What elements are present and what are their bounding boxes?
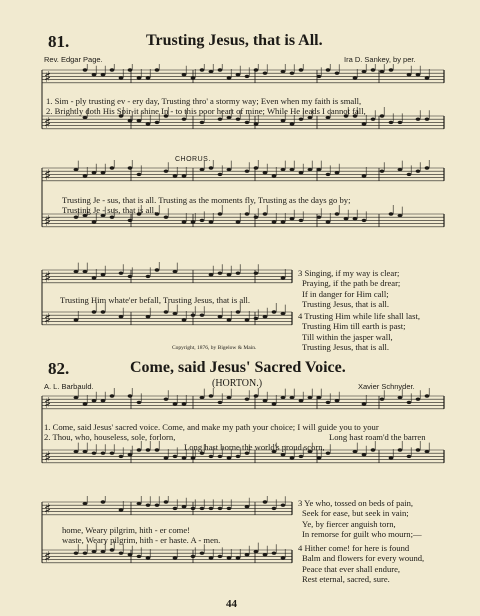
note-head bbox=[263, 315, 268, 318]
hymn-82-number: 82. bbox=[48, 359, 70, 378]
note-head bbox=[398, 168, 403, 171]
note-head bbox=[362, 402, 367, 405]
note-head bbox=[245, 212, 250, 215]
note-head bbox=[335, 212, 340, 215]
note-head bbox=[92, 452, 97, 455]
note-head bbox=[164, 170, 169, 173]
note-head bbox=[110, 216, 115, 219]
note-head bbox=[137, 119, 142, 122]
note-head bbox=[173, 402, 178, 405]
note-head bbox=[416, 170, 421, 173]
clef-icon: ♯ bbox=[44, 114, 52, 132]
note-head bbox=[299, 68, 304, 71]
note-head bbox=[245, 553, 250, 556]
note-head bbox=[299, 455, 304, 458]
note-head bbox=[380, 114, 385, 117]
clef-icon: ♯ bbox=[44, 268, 52, 286]
note-head bbox=[326, 173, 331, 176]
note-head bbox=[137, 76, 142, 79]
note-head bbox=[371, 118, 376, 121]
note-head bbox=[209, 455, 214, 458]
note-head bbox=[83, 116, 88, 119]
note-head bbox=[92, 310, 97, 313]
stanza-4-line-1: 4 Trusting Him while life shall last, bbox=[298, 311, 420, 321]
stanza-3-line-4: In remorse for guilt who mourn;— bbox=[302, 528, 422, 539]
note-head bbox=[281, 119, 286, 122]
note-head bbox=[218, 68, 223, 71]
clef-icon: ♯ bbox=[44, 548, 52, 566]
note-head bbox=[146, 122, 151, 125]
note-head bbox=[425, 166, 430, 169]
clef-icon: ♯ bbox=[44, 394, 52, 412]
note-head bbox=[281, 453, 286, 456]
note-head bbox=[254, 272, 259, 275]
clef-icon: ♯ bbox=[44, 166, 52, 184]
note-head bbox=[407, 401, 412, 404]
note-head bbox=[227, 456, 232, 459]
note-head bbox=[146, 315, 151, 318]
chorus-label: CHORUS. bbox=[175, 156, 211, 163]
note-head bbox=[425, 76, 430, 79]
note-head bbox=[218, 401, 223, 404]
hymn-82-stanza-4 bbox=[298, 543, 424, 584]
note-head bbox=[227, 507, 232, 510]
note-head bbox=[200, 68, 205, 71]
note-head bbox=[254, 68, 259, 71]
note-head bbox=[74, 216, 79, 219]
note-head bbox=[155, 504, 160, 507]
note-head bbox=[335, 171, 340, 174]
note-head bbox=[380, 70, 385, 73]
note-head bbox=[137, 173, 142, 176]
note-head bbox=[227, 396, 232, 399]
note-head bbox=[236, 310, 241, 313]
note-head bbox=[299, 171, 304, 174]
note-head bbox=[326, 452, 331, 455]
note-head bbox=[128, 166, 133, 169]
note-head bbox=[182, 73, 187, 76]
stanza-4-line-2: Trusting Him till earth is past; bbox=[302, 321, 406, 332]
note-head bbox=[110, 394, 115, 397]
note-head bbox=[209, 220, 214, 223]
note-head bbox=[92, 171, 97, 174]
hymn-81-verse-1-lyrics: 1. Sim - ply trusting ev - ery day, Trusting thro' a stormy way; Even when my faith is small, bbox=[46, 96, 362, 106]
hymn-82-verse-2-lyrics: 2. Thou, who, houseless, sole, forlorn, bbox=[44, 432, 176, 442]
stanza-3-line-2: Seek for ease, but seek in vain; bbox=[302, 508, 409, 519]
note-head bbox=[146, 504, 151, 507]
hymn-82-verse-2-ending: Long hast roam'd the barren bbox=[329, 432, 426, 442]
note-head bbox=[272, 402, 277, 405]
note-head bbox=[137, 502, 142, 505]
note-head bbox=[389, 68, 394, 71]
note-head bbox=[263, 500, 268, 503]
note-head bbox=[263, 171, 268, 174]
note-head bbox=[101, 550, 106, 553]
note-head bbox=[218, 315, 223, 318]
note-head bbox=[398, 396, 403, 399]
hymn-81-music-credit: Ira D. Sankey, by per. bbox=[344, 55, 416, 64]
note-head bbox=[407, 73, 412, 76]
note-head bbox=[254, 216, 259, 219]
note-head bbox=[281, 504, 286, 507]
note-head bbox=[200, 507, 205, 510]
note-head bbox=[227, 556, 232, 559]
note-head bbox=[335, 399, 340, 402]
note-head bbox=[182, 456, 187, 459]
note-head bbox=[245, 121, 250, 124]
staff bbox=[42, 64, 444, 86]
note-head bbox=[281, 276, 286, 279]
note-head bbox=[110, 548, 115, 551]
clef-icon: ♯ bbox=[44, 68, 52, 86]
stanza-3-line-1: 3 Ye who, tossed on beds of pain, bbox=[298, 498, 414, 508]
chorus-lyrics-line-1: Trusting Je - sus, that is all. Trusting as the moments fly, Trusting as the days go by; bbox=[62, 195, 351, 205]
note-head bbox=[290, 217, 295, 220]
note-head bbox=[173, 556, 178, 559]
note-head bbox=[218, 173, 223, 176]
note-head bbox=[389, 212, 394, 215]
note-head bbox=[101, 310, 106, 313]
note-head bbox=[218, 118, 223, 121]
hymn-82-words-credit: A. L. Barbauld. bbox=[44, 382, 94, 391]
note-head bbox=[101, 500, 106, 503]
note-head bbox=[209, 394, 214, 397]
note-head bbox=[173, 312, 178, 315]
stanza-4-line-2: Balm and flowers for every wound, bbox=[302, 553, 425, 564]
stanza-4-line-1: 4 Hither come! for here is found bbox=[298, 543, 410, 553]
staff bbox=[42, 262, 292, 286]
note-head bbox=[245, 170, 250, 173]
note-head bbox=[155, 68, 160, 71]
note-head bbox=[173, 174, 178, 177]
note-head bbox=[128, 68, 133, 71]
note-head bbox=[110, 166, 115, 169]
note-head bbox=[398, 214, 403, 217]
note-head bbox=[281, 70, 286, 73]
note-head bbox=[272, 174, 277, 177]
note-head bbox=[200, 452, 205, 455]
hymn-81-words-credit: Rev. Edgar Page. bbox=[44, 55, 103, 64]
note-head bbox=[101, 171, 106, 174]
note-head bbox=[137, 448, 142, 451]
note-head bbox=[407, 173, 412, 176]
note-head bbox=[218, 455, 223, 458]
note-head bbox=[236, 556, 241, 559]
note-head bbox=[182, 220, 187, 223]
hymn-82-title: Come, said Jesus' Sacred Voice. bbox=[130, 359, 346, 376]
page-number: 44 bbox=[226, 598, 237, 610]
note-head bbox=[254, 394, 259, 397]
hymn-82-verse-1-lyrics: 1. Come, said Jesus' sacred voice. Come, and make my path your choice; I will guide you to your bbox=[44, 422, 379, 432]
note-head bbox=[398, 448, 403, 451]
note-head bbox=[290, 72, 295, 75]
note-head bbox=[200, 121, 205, 124]
staff bbox=[42, 303, 292, 328]
note-head bbox=[209, 166, 214, 169]
note-head bbox=[416, 448, 421, 451]
note-head bbox=[155, 268, 160, 271]
note-head bbox=[218, 555, 223, 558]
note-head bbox=[281, 220, 286, 223]
stanza-4-line-3: Till within the jasper wall, bbox=[302, 331, 393, 342]
note-head bbox=[263, 72, 268, 75]
note-head bbox=[74, 270, 79, 273]
note-head bbox=[236, 118, 241, 121]
note-head bbox=[326, 68, 331, 71]
note-head bbox=[407, 455, 412, 458]
stanza-3-line-3: Ye, by fiercer anguish torn, bbox=[302, 518, 396, 529]
note-head bbox=[425, 394, 430, 397]
note-head bbox=[200, 552, 205, 555]
note-head bbox=[353, 450, 358, 453]
note-head bbox=[299, 399, 304, 402]
hymn-81-verse-2-lyrics: 2. Brightly doth His Spir-it shine In - to this poor heart of mine; While He leads I cannot fall, bbox=[46, 106, 366, 116]
note-head bbox=[290, 122, 295, 125]
note-head bbox=[335, 72, 340, 75]
note-head bbox=[272, 310, 277, 313]
note-head bbox=[290, 456, 295, 459]
chorus-lyrics-line-2: Trusting Je - sus, that is all. bbox=[62, 205, 157, 215]
stanza-3-line-4: Trusting Jesus, that is all. bbox=[302, 298, 390, 309]
note-head bbox=[173, 455, 178, 458]
note-head bbox=[173, 507, 178, 510]
music-staff-system-3 bbox=[36, 262, 294, 348]
note-head bbox=[326, 220, 331, 223]
note-head bbox=[227, 116, 232, 119]
note-head bbox=[110, 452, 115, 455]
note-head bbox=[119, 552, 124, 555]
note-head bbox=[272, 552, 277, 555]
note-head bbox=[362, 70, 367, 73]
hymn-82-verse-2-middle: Long hast borne the world's proud scorn, bbox=[184, 442, 325, 452]
stanza-3-line-3: If in danger for Him call; bbox=[302, 288, 389, 299]
note-head bbox=[254, 550, 259, 553]
note-head bbox=[101, 399, 106, 402]
note-head bbox=[173, 270, 178, 273]
note-head bbox=[290, 168, 295, 171]
note-head bbox=[227, 318, 232, 321]
stanza-4-line-4: Rest eternal, sacred, sure. bbox=[302, 573, 390, 584]
note-head bbox=[200, 168, 205, 171]
note-head bbox=[182, 402, 187, 405]
note-head bbox=[128, 553, 133, 556]
note-head bbox=[254, 317, 259, 320]
note-head bbox=[236, 272, 241, 275]
note-head bbox=[362, 122, 367, 125]
note-head bbox=[236, 220, 241, 223]
note-head bbox=[119, 455, 124, 458]
note-head bbox=[263, 212, 268, 215]
hymn-82-closing-line-1: home, Weary pilgrim, hith - er come! bbox=[62, 525, 191, 535]
note-head bbox=[146, 275, 151, 278]
note-head bbox=[425, 450, 430, 453]
note-head bbox=[119, 315, 124, 318]
clef-icon: ♯ bbox=[44, 500, 52, 518]
note-head bbox=[101, 452, 106, 455]
note-head bbox=[137, 401, 142, 404]
note-head bbox=[146, 556, 151, 559]
clef-icon: ♯ bbox=[44, 448, 52, 466]
note-head bbox=[83, 450, 88, 453]
hymn-81-stanza-3 bbox=[298, 268, 400, 309]
note-head bbox=[245, 505, 250, 508]
note-head bbox=[281, 396, 286, 399]
note-head bbox=[227, 273, 232, 276]
note-head bbox=[74, 318, 79, 321]
note-head bbox=[182, 174, 187, 177]
note-head bbox=[83, 174, 88, 177]
note-head bbox=[92, 550, 97, 553]
note-head bbox=[83, 402, 88, 405]
hymn-82-music-credit: Xavier Schnyder. bbox=[358, 382, 415, 391]
staff bbox=[42, 496, 292, 518]
note-head bbox=[110, 68, 115, 71]
note-head bbox=[326, 401, 331, 404]
note-head bbox=[308, 396, 313, 399]
note-head bbox=[164, 310, 169, 313]
note-head bbox=[209, 70, 214, 73]
note-head bbox=[182, 505, 187, 508]
note-head bbox=[146, 448, 151, 451]
note-head bbox=[164, 216, 169, 219]
note-head bbox=[83, 68, 88, 71]
hymn-82-closing-line-2: waste, Weary pilgrim, hith - er haste. A - men. bbox=[62, 535, 221, 545]
note-head bbox=[164, 398, 169, 401]
note-head bbox=[182, 118, 187, 121]
note-head bbox=[245, 318, 250, 321]
note-head bbox=[218, 507, 223, 510]
stanza-3-line-2: Praying, if the path be drear; bbox=[302, 278, 401, 289]
note-head bbox=[254, 166, 259, 169]
hymn-82-tune-name: (HORTON.) bbox=[212, 378, 263, 389]
closing-lyrics: Trusting Him whate'er befall, Trusting Jesus, that is all. bbox=[60, 295, 251, 305]
stanza-3-line-1: 3 Singing, if my way is clear; bbox=[298, 268, 400, 278]
note-head bbox=[200, 396, 205, 399]
note-head bbox=[218, 212, 223, 215]
note-head bbox=[389, 456, 394, 459]
stanza-4-line-4: Trusting Jesus, that is all. bbox=[302, 341, 390, 352]
note-head bbox=[74, 552, 79, 555]
note-head bbox=[263, 399, 268, 402]
note-head bbox=[101, 73, 106, 76]
note-head bbox=[128, 119, 133, 122]
note-head bbox=[101, 273, 106, 276]
note-head bbox=[380, 398, 385, 401]
note-head bbox=[146, 76, 151, 79]
note-head bbox=[272, 220, 277, 223]
note-head bbox=[371, 68, 376, 71]
note-head bbox=[227, 76, 232, 79]
note-head bbox=[119, 76, 124, 79]
note-head bbox=[74, 450, 79, 453]
note-head bbox=[128, 394, 133, 397]
note-head bbox=[299, 118, 304, 121]
note-head bbox=[281, 168, 286, 171]
hymn-81-number: 81. bbox=[48, 32, 70, 51]
note-head bbox=[353, 76, 358, 79]
note-head bbox=[398, 121, 403, 124]
note-head bbox=[209, 556, 214, 559]
note-head bbox=[92, 73, 97, 76]
note-head bbox=[209, 273, 214, 276]
note-head bbox=[128, 453, 133, 456]
note-head bbox=[227, 168, 232, 171]
note-head bbox=[209, 507, 214, 510]
note-head bbox=[389, 121, 394, 124]
note-head bbox=[128, 219, 133, 222]
note-head bbox=[380, 170, 385, 173]
note-head bbox=[290, 396, 295, 399]
note-head bbox=[245, 452, 250, 455]
note-head bbox=[119, 508, 124, 511]
note-head bbox=[416, 118, 421, 121]
note-head bbox=[236, 73, 241, 76]
note-head bbox=[83, 270, 88, 273]
note-head bbox=[74, 168, 79, 171]
note-head bbox=[74, 396, 79, 399]
note-head bbox=[218, 272, 223, 275]
note-head bbox=[137, 555, 142, 558]
note-head bbox=[353, 217, 358, 220]
note-head bbox=[164, 456, 169, 459]
note-head bbox=[119, 272, 124, 275]
note-head bbox=[254, 122, 259, 125]
note-head bbox=[416, 398, 421, 401]
note-head bbox=[83, 552, 88, 555]
stanza-4-line-3: Peace that ever shall endure, bbox=[302, 563, 401, 574]
hymn-82-stanza-3 bbox=[298, 498, 422, 539]
note-head bbox=[272, 507, 277, 510]
staff bbox=[42, 160, 444, 184]
note-head bbox=[362, 219, 367, 222]
note-head bbox=[281, 556, 286, 559]
note-head bbox=[281, 312, 286, 315]
note-head bbox=[326, 116, 331, 119]
note-head bbox=[92, 220, 97, 223]
note-head bbox=[200, 219, 205, 222]
hymn-81-title: Trusting Jesus, that is All. bbox=[146, 32, 323, 49]
note-head bbox=[263, 553, 268, 556]
note-head bbox=[155, 448, 160, 451]
copyright-notice: Copyright, 1876, by Bigelow & Main. bbox=[172, 345, 257, 351]
note-head bbox=[236, 455, 241, 458]
note-head bbox=[200, 314, 205, 317]
note-head bbox=[308, 116, 313, 119]
clef-icon: ♯ bbox=[44, 212, 52, 230]
note-head bbox=[245, 75, 250, 78]
staff bbox=[42, 388, 444, 412]
note-head bbox=[164, 500, 169, 503]
note-head bbox=[425, 118, 430, 121]
note-head bbox=[83, 502, 88, 505]
note-head bbox=[92, 399, 97, 402]
note-head bbox=[416, 73, 421, 76]
note-head bbox=[308, 168, 313, 171]
clef-icon: ♯ bbox=[44, 310, 52, 328]
note-head bbox=[362, 453, 367, 456]
note-head bbox=[344, 217, 349, 220]
note-head bbox=[362, 174, 367, 177]
note-head bbox=[92, 276, 97, 279]
note-head bbox=[371, 448, 376, 451]
note-head bbox=[299, 219, 304, 222]
note-head bbox=[128, 275, 133, 278]
note-head bbox=[245, 398, 250, 401]
note-head bbox=[155, 121, 160, 124]
note-head bbox=[182, 318, 187, 321]
hymn-81-stanza-4 bbox=[298, 311, 420, 352]
